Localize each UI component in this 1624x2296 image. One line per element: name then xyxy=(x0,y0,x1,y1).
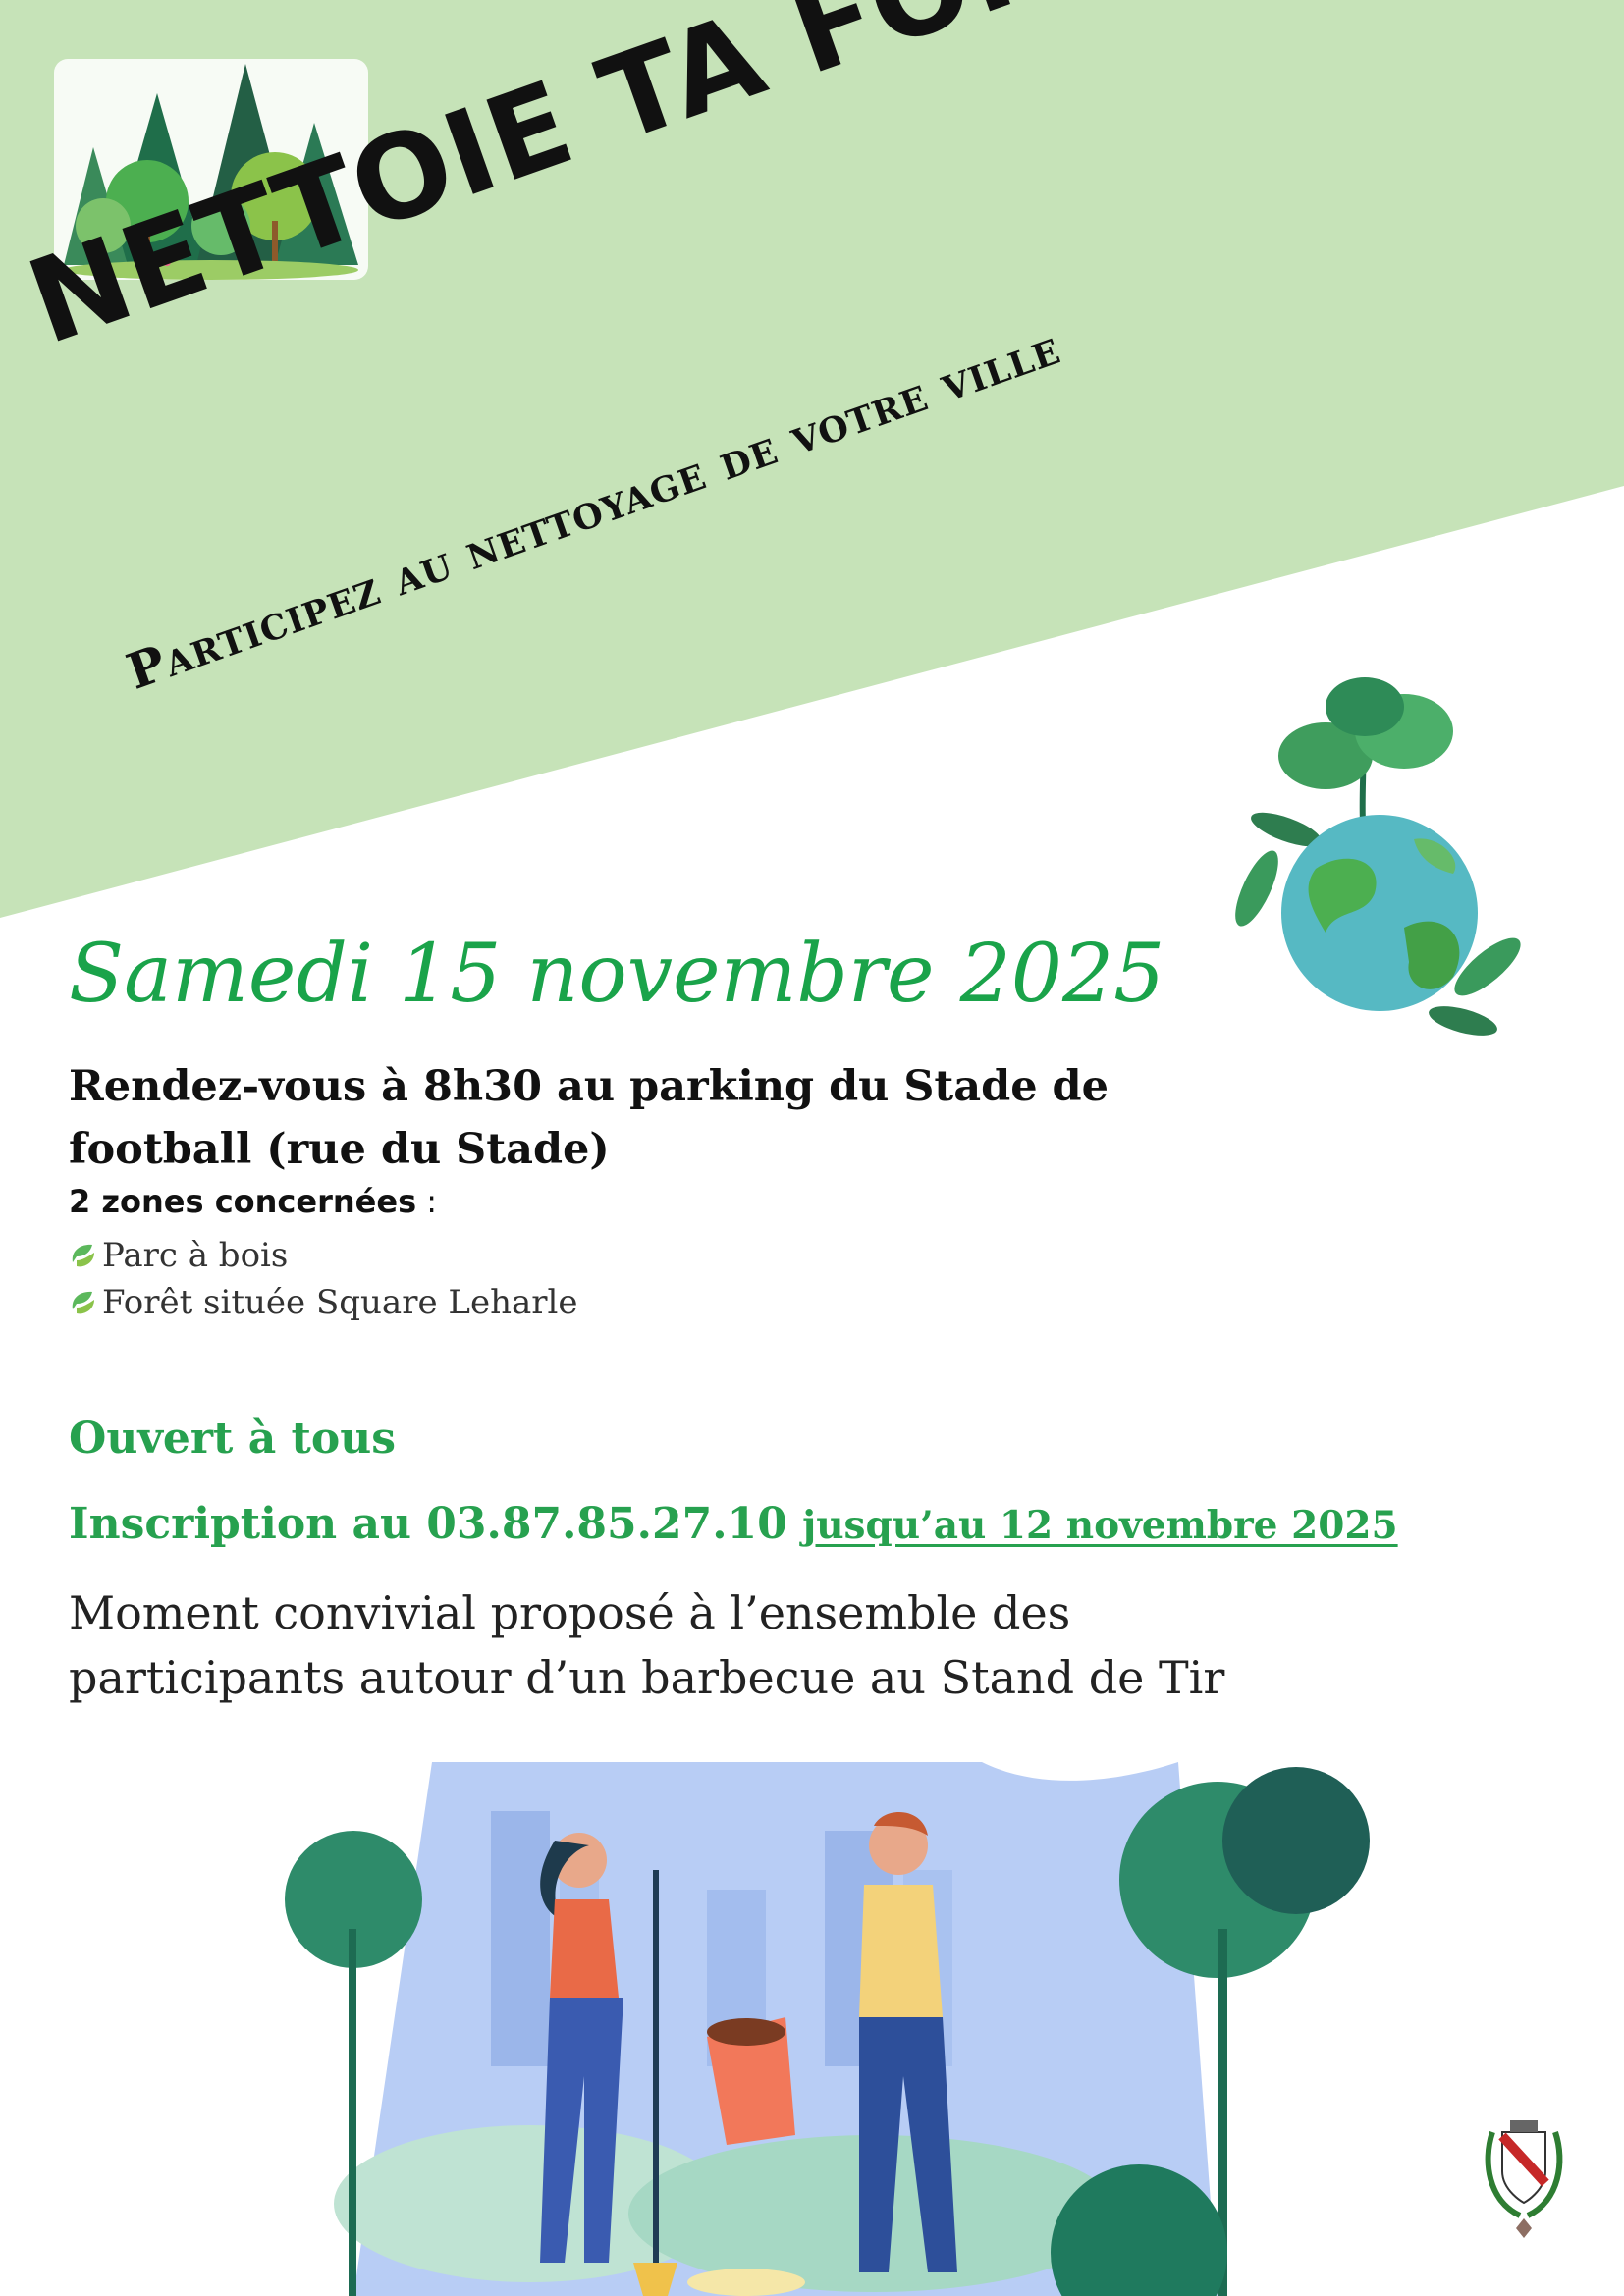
zones-label: 2 zones concernées xyxy=(69,1183,417,1220)
zone-label: Parc à bois xyxy=(102,1236,289,1275)
globe-with-tree-icon xyxy=(1218,672,1532,1050)
zones-colon: : xyxy=(416,1183,438,1220)
registration-phone: Inscription au 03.87.85.27.10 xyxy=(69,1499,787,1549)
open-to-all: Ouvert à tous xyxy=(69,1414,396,1464)
recycle-leaf-icon xyxy=(67,1286,100,1319)
recycle-leaf-icon xyxy=(67,1239,100,1272)
zones-list xyxy=(67,1232,578,1326)
poster-subtitle: Participez au nettoyage de votre ville xyxy=(119,317,1067,701)
meeting-info: Rendez-vous à 8h30 au parking du Stade de football (rue du Stade) xyxy=(69,1062,1109,1174)
event-date: Samedi 15 novembre 2025 xyxy=(69,928,1165,1021)
zones-heading xyxy=(69,1183,437,1220)
town-crest-icon xyxy=(1481,2112,1567,2250)
zone-label: Forêt située Square Leharle xyxy=(102,1283,578,1322)
list-item xyxy=(67,1232,578,1279)
registration-info xyxy=(69,1499,1398,1549)
convivial-moment: Moment convivial proposé à l’ensemble des participants autour d’un barbecue au Stand de Tir xyxy=(69,1586,1225,1704)
list-item xyxy=(67,1279,578,1326)
volunteers-cleaning-illustration xyxy=(236,1752,1394,2296)
registration-deadline: jusqu’au 12 novembre 2025 xyxy=(802,1503,1398,1548)
